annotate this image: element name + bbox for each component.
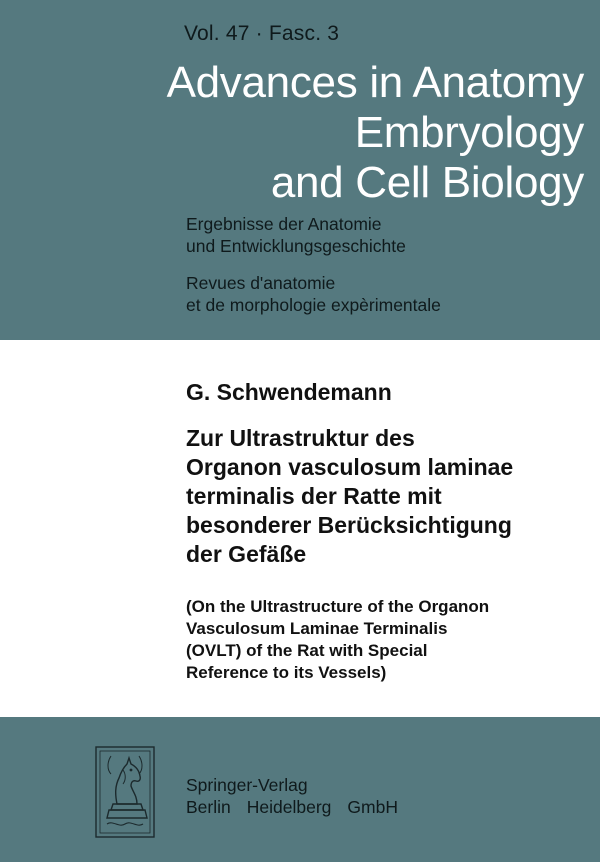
series-title-line: Embryology xyxy=(354,108,584,157)
french-subtitle xyxy=(186,272,441,316)
book-subtitle-line: Reference to its Vessels) xyxy=(186,663,387,682)
series-title-line: Advances in Anatomy xyxy=(166,58,584,107)
publisher-name: Springer-Verlag xyxy=(186,775,308,795)
book-title xyxy=(186,424,586,569)
publisher-cities xyxy=(186,796,398,818)
book-title-line: Organon vasculosum laminae xyxy=(186,454,514,480)
series-title xyxy=(44,58,584,208)
book-title-line: besonderer Berücksichtigung xyxy=(186,512,512,538)
book-title-line: Zur Ultrastruktur des xyxy=(186,425,415,451)
subtitle-line: Revues d'anatomie xyxy=(186,273,336,293)
series-volume-info: Vol. 47 · Fasc. 3 xyxy=(184,22,340,45)
series-title-line: and Cell Biology xyxy=(270,158,584,207)
publisher-city: Berlin xyxy=(186,797,231,817)
book-english-subtitle xyxy=(186,596,489,684)
book-subtitle-line: (OVLT) of the Rat with Special xyxy=(186,641,428,660)
publisher-city: Heidelberg xyxy=(246,797,332,817)
book-subtitle-line: Vasculosum Laminae Terminalis xyxy=(186,619,448,638)
german-subtitle xyxy=(186,213,406,257)
publisher-suffix: GmbH xyxy=(347,797,398,817)
subtitle-line: und Entwicklungsgeschichte xyxy=(186,236,406,256)
book-subtitle-line: (On the Ultrastructure of the Organon xyxy=(186,597,490,616)
subtitle-line: et de morphologie expèrimentale xyxy=(186,295,441,315)
springer-knight-logo-icon xyxy=(93,744,157,840)
book-title-line: terminalis der Ratte mit xyxy=(186,483,442,509)
author-name: G. Schwendemann xyxy=(186,379,392,405)
book-title-line: der Gefäße xyxy=(186,541,307,567)
publisher-block xyxy=(186,774,398,818)
subtitle-line: Ergebnisse der Anatomie xyxy=(186,214,382,234)
